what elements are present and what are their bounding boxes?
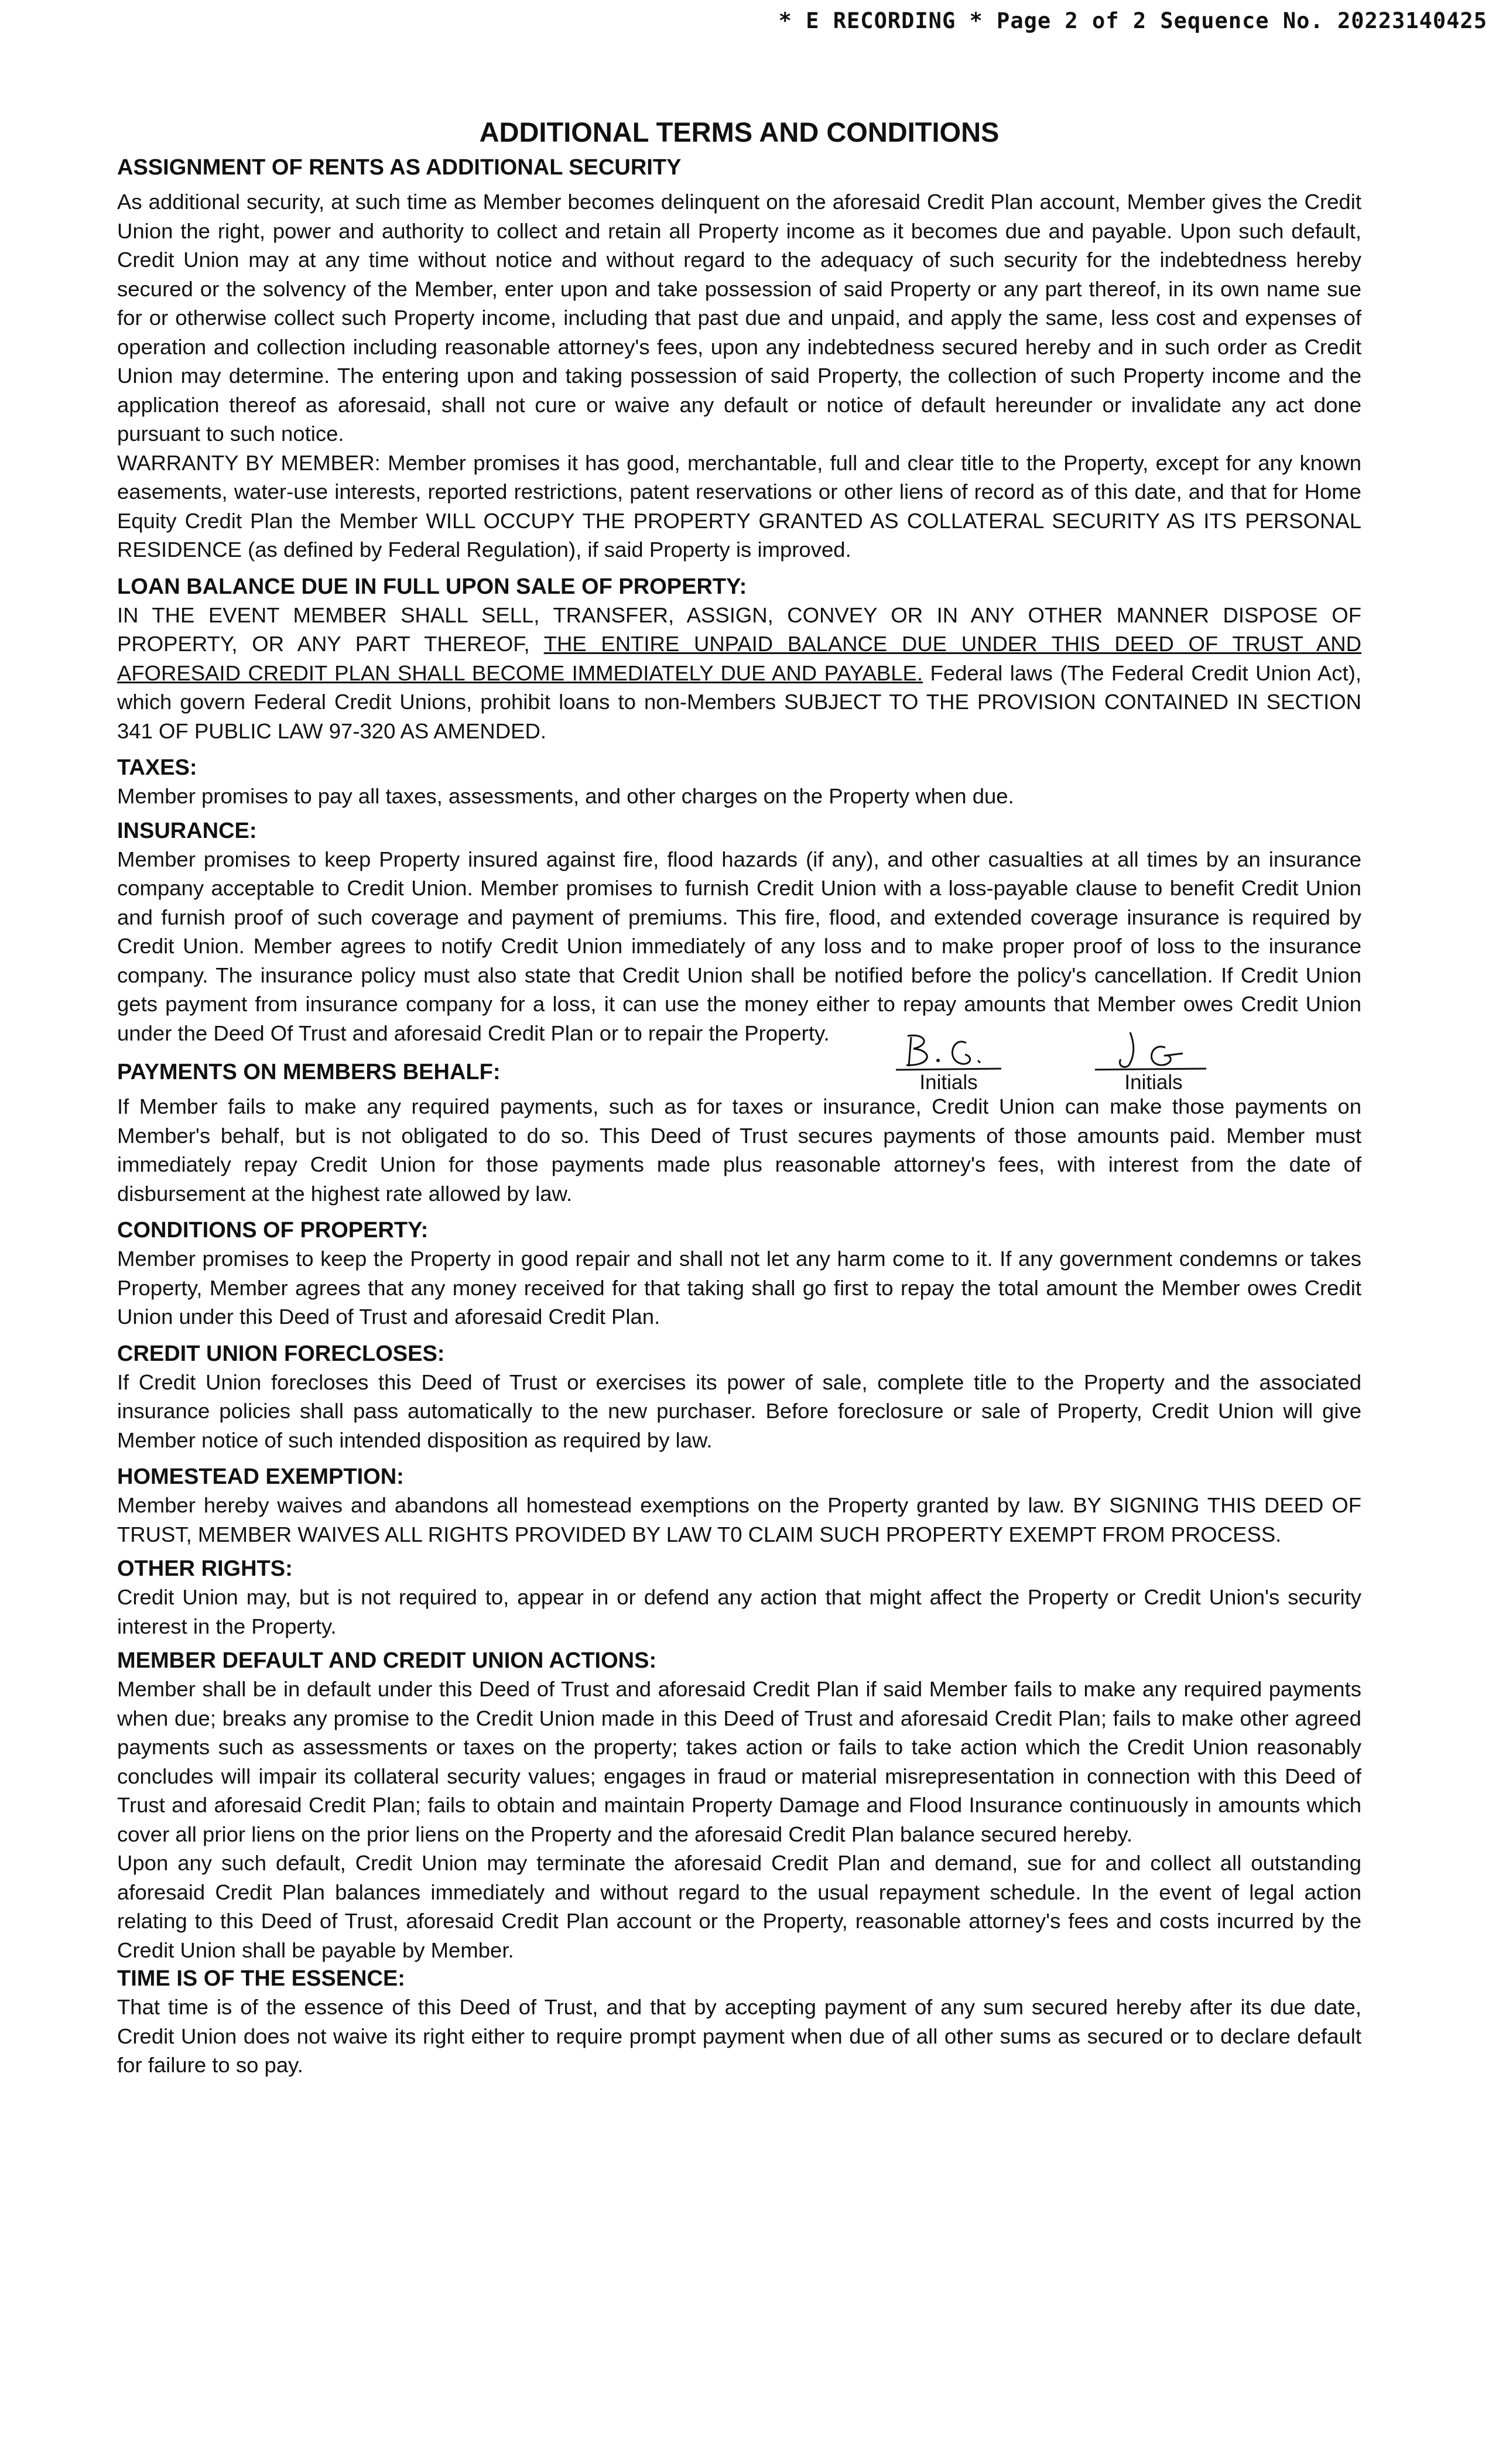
default-body-2: Upon any such default, Credit Union may terminate the aforesaid Credit Plan and demand, sue for and collect all outstanding aforesaid Credit Plan balances immediately and without regard to the usual repayment schedule. In the event of legal action relating to this Deed of Trust, aforesaid Credit Plan account or the Property, reasonable attorney's fees and costs incurred by the Credit Union shall be payable by Member. — [117, 1851, 1361, 1962]
initials-signature-1 — [890, 1030, 1007, 1071]
essence-heading: TIME IS OF THE ESSENCE: — [117, 1966, 405, 1991]
loan-balance-body — [117, 601, 1361, 746]
payments-body: If Member fails to make any required payments, such as for taxes or insurance, Credit Union can make those payments on Member's behalf, but is not obligated to do so. This Deed of Trust secures payments of those amounts paid. Member must immediately repay Credit Union for those payments made plus reasonable attorney's fees, with interest from the date of disbursement at the highest rate allowed by law. — [117, 1094, 1361, 1206]
forecloses-heading: CREDIT UNION FORECLOSES: — [117, 1341, 445, 1366]
other-rights-heading: OTHER RIGHTS: — [117, 1556, 293, 1581]
initials-block-2 — [1066, 1030, 1241, 1094]
loan-balance-text-1: IN THE EVENT MEMBER SHALL SELL, TRANSFER, ASSIGN, CONVEY OR IN ANY OTHER MANNER DISPOSE OF PROPERTY, OR ANY PART THEREOF, — [117, 603, 1361, 656]
initials-label-2: Initials — [1124, 1071, 1183, 1094]
taxes-body: Member promises to pay all taxes, assessments, and other charges on the Property when due. — [117, 784, 1014, 808]
initials-label-1: Initials — [919, 1071, 978, 1094]
forecloses-body: If Credit Union forecloses this Deed of Trust or exercises its power of sale, complete title to the Property and the associated insurance policies shall pass automatically to the new purchaser. Before foreclosure or sale of Property, Credit Union will give Member notice of such intended disposition as required by law. — [117, 1370, 1361, 1452]
homestead-body: Member hereby waives and abandons all homestead exemptions on the Property granted by law. BY SIGNING THIS DEED OF TRUST, MEMBER WAIVES ALL RIGHTS PROVIDED BY LAW T0 CLAIM SUCH PROPERTY EXEMPT FROM PROCESS. — [117, 1493, 1361, 1546]
assignment-heading: ASSIGNMENT OF RENTS AS ADDITIONAL SECURITY — [117, 155, 682, 180]
document-body — [117, 115, 1361, 2080]
taxes-heading: TAXES: — [117, 755, 197, 780]
page-title: ADDITIONAL TERMS AND CONDITIONS — [479, 117, 1000, 148]
initials-block-1 — [861, 1030, 1036, 1094]
initials-signature-2 — [1095, 1030, 1212, 1071]
warranty-body: WARRANTY BY MEMBER: Member promises it has good, merchantable, full and clear title to the Property, except for any known easements, water-use interests, reported restrictions, patent reservations or other liens of record as of this date, and that for Home Equity Credit Plan the Member WILL OCCUPY THE PROPERTY GRANTED AS COLLATERAL SECURITY AS ITS PERSONAL RESIDENCE (as defined by Federal Regulation), if said Property is improved. — [117, 450, 1361, 562]
conditions-body: Member promises to keep the Property in good repair and shall not let any harm come to it. If any government condemns or takes Property, Member agrees that any money received for that taking shall go first to repay the total amount the Member owes Credit Union under this Deed of Trust and aforesaid Credit Plan. — [117, 1247, 1361, 1329]
essence-body: That time is of the essence of this Deed of Trust, and that by accepting payment of any sum secured hereby after its due date, Credit Union does not waive its right either to require prompt payment when due of all other sums as secured or to declare default for failure to so pay. — [117, 1995, 1361, 2077]
default-heading: MEMBER DEFAULT AND CREDIT UNION ACTIONS: — [117, 1648, 657, 1673]
recording-header: * E RECORDING * Page 2 of 2 Sequence No. 20223140425 — [778, 8, 1487, 33]
loan-balance-underlined: THE ENTIRE UNPAID BALANCE DUE UNDER THIS DEED OF TRUST AND AFORESAID CREDIT PLAN SHALL BECOME IMMEDIATELY DUE AND PAYABLE. — [117, 632, 1361, 685]
insurance-heading: INSURANCE: — [117, 818, 257, 843]
payments-heading-row — [117, 1048, 1361, 1094]
payments-heading: PAYMENTS ON MEMBERS BEHALF: — [117, 1060, 501, 1084]
loan-balance-heading: LOAN BALANCE DUE IN FULL UPON SALE OF PROPERTY: — [117, 574, 747, 599]
default-body-1: Member shall be in default under this Deed of Trust and aforesaid Credit Plan if said Member fails to make any required payments when due; breaks any promise to the Credit Union made in this Deed of Trust and aforesaid Credit Plan; fails to make other agreed payments such as assessments or taxes on the property; takes action or fails to take action which the Credit Union reasonably concludes will impair its collateral security values; engages in fraud or material misrepresentation in connection with this Deed of Trust and aforesaid Credit Plan; fails to obtain and maintain Property Damage and Flood Insurance continuously in amounts which cover all prior liens on the prior liens on the Property and the aforesaid Credit Plan balance secured hereby. — [117, 1677, 1361, 1846]
homestead-heading: HOMESTEAD EXEMPTION: — [117, 1464, 404, 1489]
loan-balance-text-2: Federal laws (The Federal Credit Union Act), which govern Federal Credit Unions, prohibit loans to non-Members SUBJECT TO THE PROVISION CONTAINED IN SECTION 341 OF PUBLIC LAW 97-320 AS AMENDED. — [117, 661, 1361, 743]
assignment-body: As additional security, at such time as Member becomes delinquent on the aforesaid Credit Plan account, Member gives the Credit Union the right, power and authority to collect and retain all Property income as it becomes due and payable. Upon such default, Credit Union may at any time without notice and without regard to the adequacy of such security for the indebtedness hereby secured or the solvency of the Member, enter upon and take possession of said Property or any part thereof, in its own name sue for or otherwise collect such Property income, including that past due and unpaid, and apply the same, less cost and expenses of operation and collection including reasonable attorney's fees, upon any indebtedness secured hereby and in such order as Credit Union may determine. The entering upon and taking possession of said Property, the collection of such Property income and the application thereof as aforesaid, shall not cure or waive any default or notice of default hereunder or invalidate any act done pursuant to such notice. — [117, 190, 1361, 446]
insurance-body: Member promises to keep Property insured against fire, flood hazards (if any), and other casualties at all times by an insurance company acceptable to Credit Union. Member promises to furnish Credit Union with a loss-payable clause to benefit Credit Union and furnish proof of such coverage and payment of premiums. This fire, flood, and extended coverage insurance is required by Credit Union. Member agrees to notify Credit Union immediately of any loss and to make proper proof of loss to the insurance company. The insurance policy must also state that Credit Union shall be notified before the policy's cancellation. If Credit Union gets payment from insurance company for a loss, it can use the money either to repay amounts that Member owes Credit Union under the Deed Of Trust and aforesaid Credit Plan or to repair the Property. — [117, 847, 1361, 1045]
conditions-heading: CONDITIONS OF PROPERTY: — [117, 1218, 429, 1243]
other-rights-body: Credit Union may, but is not required to, appear in or defend any action that might affect the Property or Credit Union's security interest in the Property. — [117, 1585, 1361, 1638]
